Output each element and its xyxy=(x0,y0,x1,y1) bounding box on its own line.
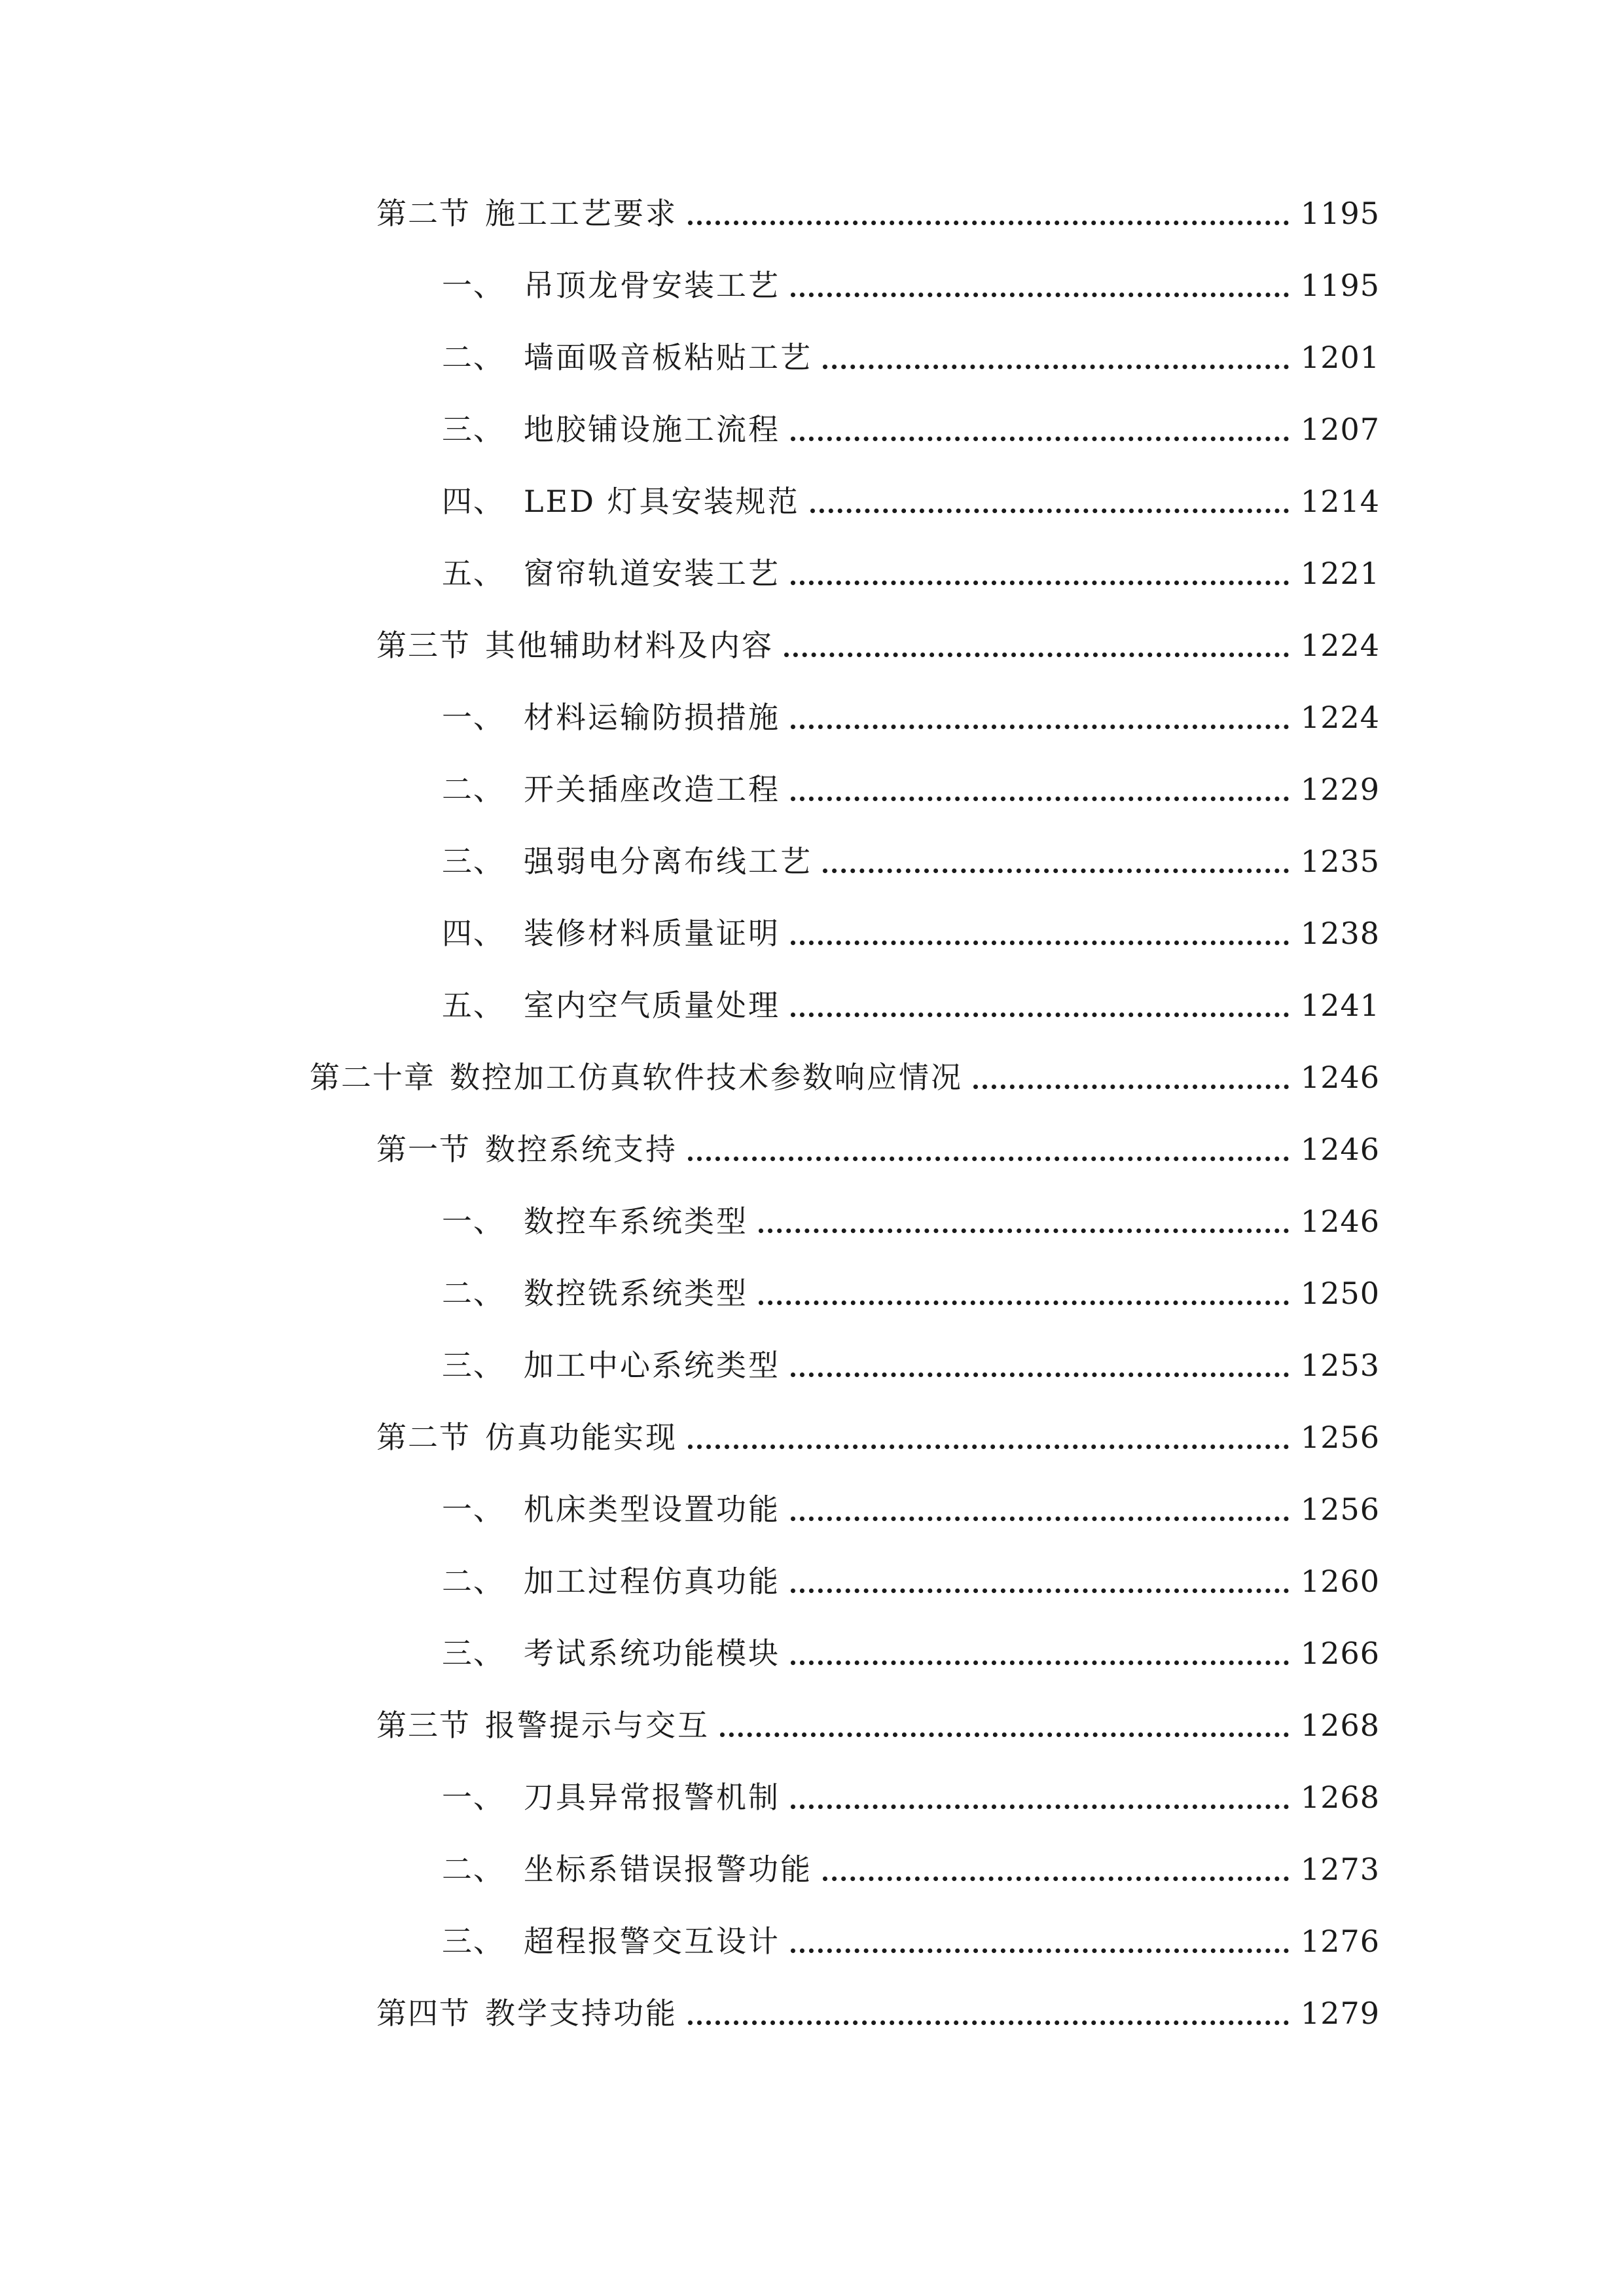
toc-label: 二、 xyxy=(442,340,505,375)
toc-entry[interactable] xyxy=(376,619,1380,672)
toc-title: 数控车系统类型 xyxy=(524,1204,748,1239)
toc-label: 第三节 xyxy=(376,1708,471,1743)
toc-page-number: 1241 xyxy=(1300,988,1380,1023)
dot-leader xyxy=(791,293,1289,297)
toc-entry[interactable] xyxy=(376,1987,1380,2039)
toc-page-number: 1268 xyxy=(1300,1708,1380,1743)
toc-label: 第二十章 xyxy=(310,1060,435,1095)
toc-entry[interactable] xyxy=(376,1123,1380,1175)
dot-leader xyxy=(810,509,1289,513)
toc-title: 开关插座改造工程 xyxy=(524,772,780,807)
dot-leader xyxy=(791,1588,1289,1593)
toc-page-number: 1268 xyxy=(1300,1780,1380,1815)
toc-label: 一、 xyxy=(442,268,505,303)
toc-label: 一、 xyxy=(442,700,505,735)
toc-label: 第二节 xyxy=(376,196,471,231)
toc-page-number: 1207 xyxy=(1300,412,1380,447)
dot-leader xyxy=(759,1229,1289,1233)
toc-page-number: 1276 xyxy=(1300,1924,1380,1959)
toc-label: 二、 xyxy=(442,772,505,807)
toc-title: 考试系统功能模块 xyxy=(524,1636,780,1671)
toc-entry[interactable] xyxy=(442,403,1380,456)
toc-title: 数控加工仿真软件技术参数响应情况 xyxy=(450,1060,963,1095)
toc-entry[interactable] xyxy=(442,1555,1380,1607)
toc-title: 加工过程仿真功能 xyxy=(524,1564,780,1599)
toc-label: 三、 xyxy=(442,844,505,879)
toc-title: 施工工艺要求 xyxy=(485,196,677,231)
toc-page-number: 1279 xyxy=(1300,1996,1380,2031)
toc-label: 四、 xyxy=(442,484,505,519)
toc-title: 坐标系错误报警功能 xyxy=(524,1852,812,1887)
dot-leader xyxy=(791,1948,1289,1953)
toc-entry[interactable] xyxy=(442,475,1380,528)
toc-title: 材料运输防损措施 xyxy=(524,700,780,735)
toc-label: 三、 xyxy=(442,412,505,447)
dot-leader xyxy=(791,1013,1289,1017)
dot-leader xyxy=(791,1516,1289,1521)
toc-page-number: 1238 xyxy=(1300,916,1380,951)
toc-label: 二、 xyxy=(442,1276,505,1311)
toc-title: 数控系统支持 xyxy=(485,1132,677,1167)
toc-title: 报警提示与交互 xyxy=(485,1708,710,1743)
dot-leader xyxy=(791,1660,1289,1665)
toc-entry[interactable] xyxy=(442,1339,1380,1391)
toc-page-number: 1214 xyxy=(1300,484,1380,519)
toc-label: 一、 xyxy=(442,1204,505,1239)
toc-page-number: 1221 xyxy=(1300,556,1380,591)
toc-title: 仿真功能实现 xyxy=(485,1420,677,1455)
toc-title: 吊顶龙骨安装工艺 xyxy=(524,268,780,303)
toc-label: 一、 xyxy=(442,1492,505,1527)
toc-entry[interactable] xyxy=(442,1771,1380,1823)
dot-leader xyxy=(688,1157,1289,1161)
dot-leader xyxy=(973,1085,1289,1089)
toc-page-number: 1229 xyxy=(1300,772,1380,807)
toc-label: 四、 xyxy=(442,916,505,951)
toc-page-number: 1195 xyxy=(1300,268,1380,303)
toc-entry[interactable] xyxy=(442,1483,1380,1535)
toc-entry[interactable] xyxy=(310,1051,1380,1103)
toc-entry[interactable] xyxy=(442,763,1380,816)
toc-page-number: 1235 xyxy=(1300,844,1380,879)
dot-leader xyxy=(791,725,1289,729)
toc-page-number: 1253 xyxy=(1300,1348,1380,1383)
toc-entry[interactable] xyxy=(442,331,1380,384)
toc-entry[interactable] xyxy=(442,1915,1380,1967)
dot-leader xyxy=(791,437,1289,441)
toc-title: 教学支持功能 xyxy=(485,1996,677,2031)
toc-title: 窗帘轨道安装工艺 xyxy=(524,556,780,591)
toc-entry[interactable] xyxy=(376,187,1380,240)
dot-leader xyxy=(784,653,1289,657)
toc-title: 地胶铺设施工流程 xyxy=(524,412,780,447)
toc-page-number: 1246 xyxy=(1300,1060,1380,1095)
toc-title: LED 灯具安装规范 xyxy=(524,484,800,519)
toc-label: 第二节 xyxy=(376,1420,471,1455)
dot-leader xyxy=(688,1444,1289,1449)
toc-title: 室内空气质量处理 xyxy=(524,988,780,1023)
toc-entry[interactable] xyxy=(442,1267,1380,1319)
toc-entry[interactable] xyxy=(442,1843,1380,1895)
toc-entry[interactable] xyxy=(442,907,1380,960)
toc-title: 墙面吸音板粘贴工艺 xyxy=(524,340,812,375)
toc-entry[interactable] xyxy=(376,1411,1380,1463)
toc-page-number: 1266 xyxy=(1300,1636,1380,1671)
dot-leader xyxy=(791,1372,1289,1377)
dot-leader xyxy=(823,1876,1289,1881)
toc-label: 二、 xyxy=(442,1564,505,1599)
dot-leader xyxy=(688,2020,1289,2025)
toc-label: 第三节 xyxy=(376,628,471,663)
toc-label: 五、 xyxy=(442,988,505,1023)
toc-label: 三、 xyxy=(442,1348,505,1383)
dot-leader xyxy=(791,797,1289,801)
toc-page-number: 1224 xyxy=(1300,700,1380,735)
toc-entry[interactable] xyxy=(442,1627,1380,1679)
toc-page-number: 1246 xyxy=(1300,1132,1380,1167)
toc-label: 三、 xyxy=(442,1636,505,1671)
toc-entry[interactable] xyxy=(442,1195,1380,1247)
toc-label: 第四节 xyxy=(376,1996,471,2031)
toc-page-number: 1260 xyxy=(1300,1564,1380,1599)
toc-entry[interactable] xyxy=(442,979,1380,1031)
toc-page-number: 1195 xyxy=(1300,196,1380,231)
dot-leader xyxy=(759,1300,1289,1305)
toc-label: 三、 xyxy=(442,1924,505,1959)
toc-label: 第一节 xyxy=(376,1132,471,1167)
toc-title: 超程报警交互设计 xyxy=(524,1924,780,1959)
toc-entry[interactable] xyxy=(376,1699,1380,1751)
toc-entry[interactable] xyxy=(442,259,1380,312)
toc-entry[interactable] xyxy=(442,835,1380,888)
dot-leader xyxy=(688,221,1289,225)
toc-page-number: 1256 xyxy=(1300,1492,1380,1527)
dot-leader xyxy=(791,941,1289,945)
toc-title: 机床类型设置功能 xyxy=(524,1492,780,1527)
dot-leader xyxy=(823,365,1289,369)
dot-leader xyxy=(823,869,1289,873)
toc-entry[interactable] xyxy=(442,547,1380,600)
toc-page-number: 1250 xyxy=(1300,1276,1380,1311)
toc-title: 其他辅助材料及内容 xyxy=(485,628,774,663)
toc-label: 二、 xyxy=(442,1852,505,1887)
toc-title: 装修材料质量证明 xyxy=(524,916,780,951)
toc-title: 加工中心系统类型 xyxy=(524,1348,780,1383)
toc-title: 数控铣系统类型 xyxy=(524,1276,748,1311)
toc-page-number: 1224 xyxy=(1300,628,1380,663)
toc-entry[interactable] xyxy=(442,691,1380,744)
toc-label: 一、 xyxy=(442,1780,505,1815)
toc-page-number: 1256 xyxy=(1300,1420,1380,1455)
dot-leader xyxy=(791,1804,1289,1809)
toc-page-number: 1246 xyxy=(1300,1204,1380,1239)
dot-leader xyxy=(720,1732,1289,1737)
toc-title: 强弱电分离布线工艺 xyxy=(524,844,812,879)
toc-title: 刀具异常报警机制 xyxy=(524,1780,780,1815)
toc-page-number: 1273 xyxy=(1300,1852,1380,1887)
dot-leader xyxy=(791,581,1289,585)
toc-label: 五、 xyxy=(442,556,505,591)
toc-page-number: 1201 xyxy=(1300,340,1380,375)
